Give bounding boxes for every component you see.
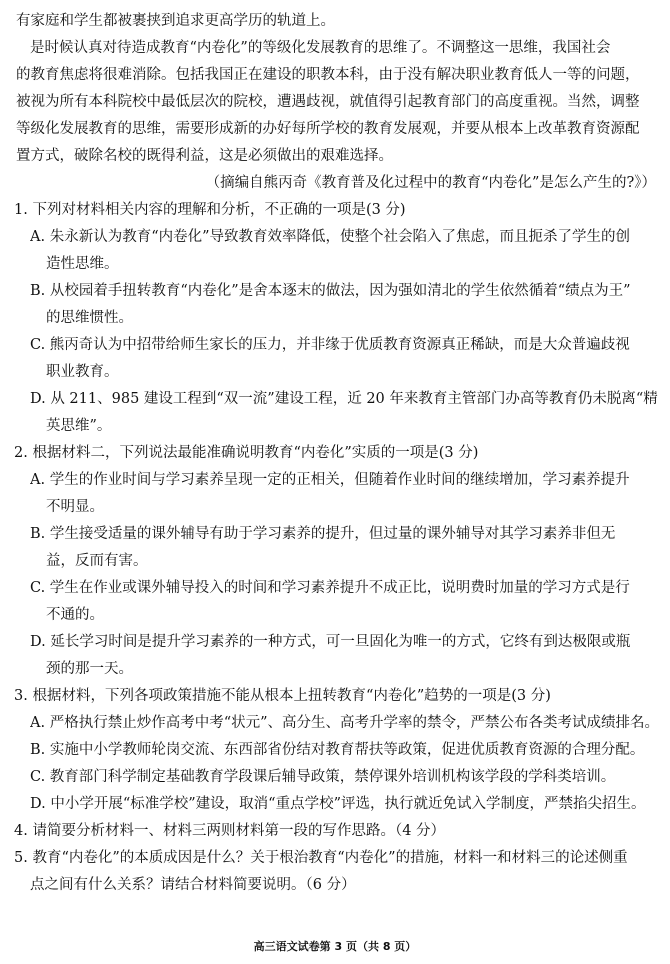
q2-option-a: A. 学生的作业时间与学习素养呈现一定的正相关，但随着作业时间的继续增加，学习素养提升 bbox=[30, 472, 630, 488]
question-2-stem: 2. 根据材料二，下列说法最能准确说明教育“内卷化”实质的一项是(3 分) bbox=[14, 445, 479, 461]
q2-option-d-cont: 颈的那一天。 bbox=[46, 661, 133, 677]
passage-line-3: 的教育焦虑将很难消除。包括我国正在建设的职教本科，由于没有解决职业教育低人一等的问题， bbox=[16, 67, 640, 83]
question-5-stem-cont: 点之间有什么关系？请结合材料简要说明。（6 分） bbox=[30, 877, 356, 893]
q3-option-d: D. 中小学开展“标准学校”建设，取消“重点学校”评选，执行就近免试入学制度，严禁掐尖招生。 bbox=[30, 796, 646, 812]
q1-option-d-cont: 英思维”。 bbox=[46, 418, 112, 434]
q2-option-b: B. 学生接受适量的课外辅导有助于学习素养的提升，但过量的课外辅导对其学习素养非但无 bbox=[30, 526, 616, 542]
passage-line-2: 是时候认真对待造成教育“内卷化”的等级化发展教育的思维了。不调整这一思维，我国社会 bbox=[30, 40, 611, 56]
q1-option-d: D. 从 211、985 建设工程到“双一流”建设工程，近 20 年来教育主管部门办高等教育仍未脱离“精 bbox=[30, 391, 658, 407]
q1-option-c-cont: 职业教育。 bbox=[46, 364, 119, 380]
q2-option-c-cont: 不通的。 bbox=[46, 607, 104, 623]
q2-option-a-cont: 不明显。 bbox=[46, 499, 104, 515]
q1-option-a: A. 朱永新认为教育“内卷化”导致教育效率降低，使整个社会陷入了焦虑，而且扼杀了学生的创 bbox=[30, 229, 631, 245]
q2-option-c: C. 学生在作业或课外辅导投入的时间和学习素养提升不成正比，说明费时加量的学习方式是行 bbox=[30, 580, 630, 596]
q2-option-b-cont: 益，反而有害。 bbox=[46, 553, 148, 569]
q3-option-a: A. 严格执行禁止炒作高考中考“状元”、高分生、高考升学率的禁令，严禁公布各类考试成绩排名。 bbox=[30, 715, 660, 731]
question-4-stem: 4. 请简要分析材料一、材料三两则材料第一段的写作思路。（4 分） bbox=[14, 823, 446, 839]
q3-option-c: C. 教育部门科学制定基础教育学段课后辅导政策，禁停课外培训机构该学段的学科类培训。 bbox=[30, 769, 616, 785]
q1-option-b: B. 从校园着手扭转教育“内卷化”是舍本逐末的做法，因为强如清北的学生依然循着“绩点为王” bbox=[30, 283, 631, 299]
passage-source: （摘编自熊丙奇《教育普及化过程中的教育“内卷化”是怎么产生的?》） bbox=[205, 175, 656, 191]
question-5-stem: 5. 教育“内卷化”的本质成因是什么？关于根治教育“内卷化”的措施，材料一和材料三的论述侧重 bbox=[14, 850, 628, 866]
question-1-stem: 1. 下列对材料相关内容的理解和分析，不正确的一项是(3 分) bbox=[14, 202, 406, 218]
passage-line-1: 有家庭和学生都被裹挟到追求更高学历的轨道上。 bbox=[16, 13, 335, 29]
q3-option-b: B. 实施中小学教师轮岗交流、东西部省份结对教育帮扶等政策，促进优质教育资源的合理分配。 bbox=[30, 742, 645, 758]
q2-option-d: D. 延长学习时间是提升学习素养的一种方式，可一旦固化为唯一的方式，它终有到达极限或瓶 bbox=[30, 634, 631, 650]
q1-option-c: C. 熊丙奇认为中招带给师生家长的压力，并非缘于优质教育资源真正稀缺，而是大众普遍歧视 bbox=[30, 337, 630, 353]
passage-line-4: 被视为所有本科院校中最低层次的院校，遭遇歧视，就值得引起教育部门的高度重视。当然，调整 bbox=[16, 94, 640, 110]
passage-line-5: 等级化发展教育的思维，需要形成新的办好每所学校的教育发展观，并要从根本上改革教育资源配 bbox=[16, 121, 640, 137]
passage-line-6: 置方式，破除名校的既得利益，这是必须做出的艰难选择。 bbox=[16, 148, 393, 164]
q1-option-b-cont: 的思维惯性。 bbox=[46, 310, 133, 326]
q1-option-a-cont: 造性思维。 bbox=[46, 256, 119, 272]
page-footer: 高三语文试卷第 3 页（共 8 页） bbox=[253, 940, 417, 953]
question-3-stem: 3. 根据材料，下列各项政策措施不能从根本上扭转教育“内卷化”趋势的一项是(3 分) bbox=[14, 688, 551, 704]
